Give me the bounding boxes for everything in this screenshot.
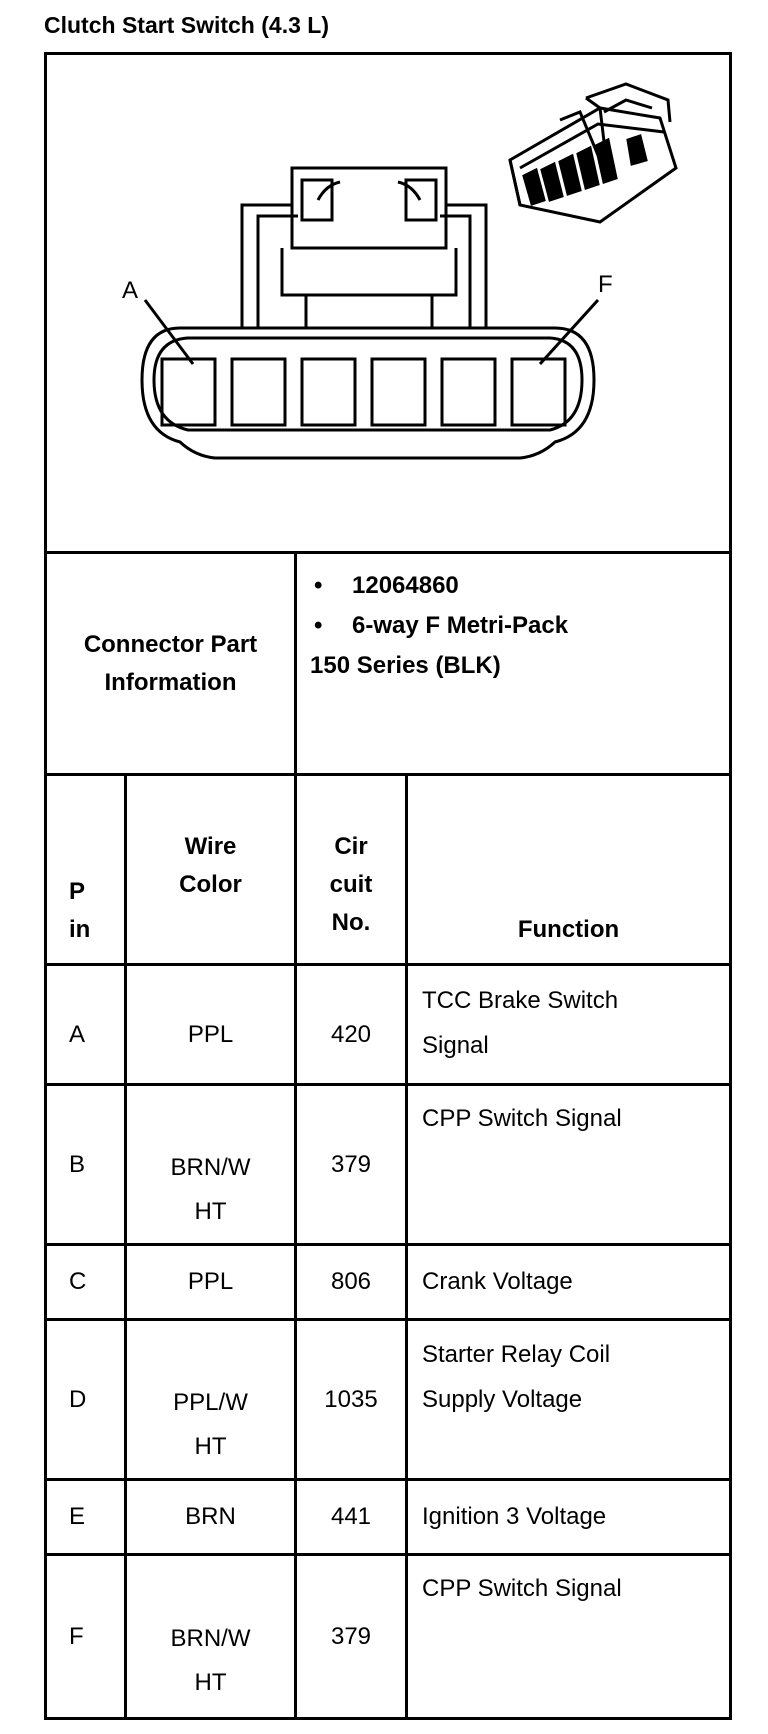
pin-label-f: F: [598, 271, 613, 298]
header-wire-color: [127, 776, 294, 963]
row-b-function: CPP Switch Signal: [422, 1105, 622, 1132]
header-circuit-line2: cuit: [329, 871, 373, 898]
cavity-a: [162, 359, 215, 425]
cavity-e: [442, 359, 495, 425]
part-info-label-line1: Connector Part: [83, 630, 258, 658]
frame-right-border: [729, 52, 732, 1720]
row-d-wire: PPL/W HT: [173, 1389, 248, 1460]
header-wire-line1: Wire: [184, 833, 237, 860]
frame-bottom-border: [44, 1717, 732, 1720]
row-c-pin: C: [69, 1268, 87, 1295]
row-e-circuit: 441: [330, 1503, 372, 1530]
header-wire-line2: Color: [179, 871, 242, 898]
part-number: 12064860: [352, 572, 459, 599]
row-c-function: Crank Voltage: [422, 1268, 573, 1295]
row-b-wire: BRN/W HT: [170, 1154, 251, 1225]
row-a-pin: A: [69, 1020, 86, 1048]
connector-diagram: [47, 55, 729, 551]
part-info-label: [47, 554, 294, 773]
row-e-wire: BRN: [185, 1503, 236, 1530]
row-d-circuit: 1035: [324, 1385, 378, 1413]
connector-body-inner: [154, 338, 582, 430]
header-circuit-line1: Cir: [334, 833, 368, 860]
row-e-function: Ignition 3 Voltage: [422, 1503, 607, 1530]
row-b-pin: B: [69, 1150, 86, 1178]
cavity-b: [232, 359, 285, 425]
row-e-pin: E: [69, 1503, 86, 1530]
row-a-function: TCC Brake Switch Signal: [422, 987, 619, 1059]
row-f-wire: BRN/W HT: [170, 1625, 251, 1696]
bullet-icon: •: [314, 572, 323, 599]
header-pin-line1: P: [69, 878, 86, 905]
cavity-d: [372, 359, 425, 425]
page-title: Clutch Start Switch (4.3 L): [44, 12, 329, 38]
divider-col-partinfo: [294, 551, 297, 773]
row-c-circuit: 806: [330, 1268, 372, 1295]
pin-label-a: A: [122, 277, 139, 304]
row-a-wire: PPL: [187, 1020, 234, 1048]
bullet-icon: •: [314, 612, 323, 639]
header-circuit-no: [297, 776, 405, 963]
part-info-label-line2: Information: [104, 668, 237, 696]
row-f-pin: F: [69, 1622, 84, 1650]
connector-type: 6-way F Metri-Pack: [352, 612, 569, 639]
row-f-function: CPP Switch Signal: [422, 1575, 622, 1602]
row-d-function: Starter Relay Coil Supply Voltage: [422, 1341, 611, 1413]
header-pin-line2: in: [69, 916, 91, 943]
connector-series: 150 Series (BLK): [310, 652, 501, 679]
divider-header-bottom: [44, 963, 732, 966]
leader-line-a: [145, 300, 193, 364]
row-b-circuit: 379: [330, 1150, 372, 1178]
header-function: Function: [517, 916, 620, 943]
connector-3d-thumbnail: [510, 84, 676, 222]
row-d-pin: D: [69, 1385, 87, 1413]
connector-body: [142, 328, 594, 458]
row-c-wire: PPL: [187, 1268, 234, 1295]
header-pin: [47, 776, 124, 963]
cavity-c: [302, 359, 355, 425]
header-circuit-line3: No.: [331, 909, 371, 936]
cavity-f: [512, 359, 565, 425]
row-a-circuit: 420: [330, 1020, 372, 1048]
row-f-circuit: 379: [330, 1622, 372, 1650]
part-info-value: [310, 566, 568, 686]
